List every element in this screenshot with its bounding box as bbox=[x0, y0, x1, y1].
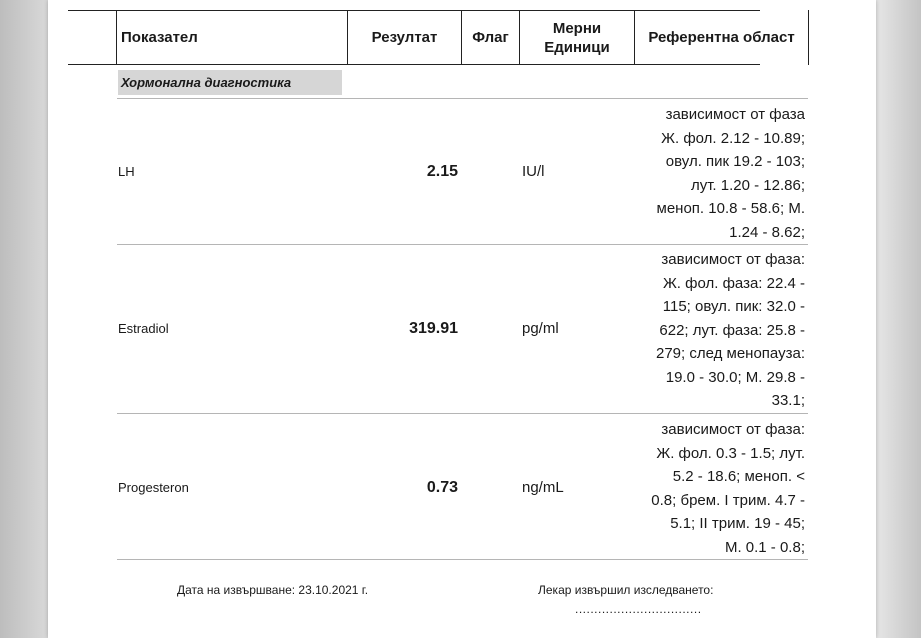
reference-line: лут. 1.20 - 12.86; bbox=[690, 176, 805, 194]
row-progesteron-result: 0.73 bbox=[426, 479, 458, 496]
row-lh-reference bbox=[610, 103, 805, 244]
reference-line: 622; лут. фаза: 25.8 - bbox=[659, 321, 805, 339]
row-lh-result: 2.15 bbox=[426, 163, 458, 180]
row-lh-name: LH bbox=[118, 164, 135, 179]
reference-line: М. 0.1 - 0.8; bbox=[724, 538, 805, 556]
reference-line: Ж. фол. 2.12 - 10.89; bbox=[661, 129, 805, 147]
row-estradiol-unit: pg/ml bbox=[522, 320, 559, 337]
row-divider bbox=[117, 244, 808, 245]
reference-line: 5.2 - 18.6; меноп. < bbox=[672, 468, 805, 485]
reference-line: 279; след менопауза: bbox=[655, 345, 805, 362]
header-indicator: Показател bbox=[121, 29, 198, 46]
reference-line: 115; овул. пик: 32.0 - bbox=[662, 298, 805, 315]
reference-line: 19.0 - 30.0; М. 29.8 - bbox=[665, 368, 805, 386]
row-divider bbox=[117, 559, 808, 560]
execution-date: Дата на извършване: 23.10.2021 г. bbox=[177, 583, 369, 597]
row-progesteron-name: Progesteron bbox=[118, 480, 189, 495]
table-vline bbox=[116, 10, 117, 65]
row-progesteron-unit: ng/mL bbox=[522, 479, 564, 496]
header-reference: Референтна област bbox=[648, 29, 795, 46]
reference-line: Ж. фол. 0.3 - 1.5; лут. bbox=[656, 444, 805, 462]
reference-line: зависимост от фаза: bbox=[661, 421, 805, 438]
reference-line: 5.1; II трим. 19 - 45; bbox=[670, 515, 805, 532]
row-lh-unit: IU/l bbox=[522, 163, 545, 180]
row-divider bbox=[117, 98, 808, 99]
reference-line: 0.8; брем. I трим. 4.7 - bbox=[651, 491, 805, 509]
header-units-line2: Единици bbox=[544, 38, 610, 56]
row-estradiol-reference bbox=[610, 248, 805, 413]
row-divider bbox=[117, 413, 808, 414]
reference-line: Ж. фол. фаза: 22.4 - bbox=[662, 274, 805, 292]
reference-line: зависимост от фаза: bbox=[661, 251, 805, 268]
header-result: Резултат bbox=[371, 29, 438, 46]
background-left bbox=[0, 0, 48, 638]
background-right bbox=[876, 0, 921, 638]
reference-line: 1.24 - 8.62; bbox=[729, 223, 805, 241]
doctor-label: Лекар извършил изследването: bbox=[538, 583, 714, 597]
table-vline bbox=[808, 10, 809, 65]
reference-line: овул. пик 19.2 - 103; bbox=[665, 153, 805, 170]
row-estradiol-name: Estradiol bbox=[118, 321, 169, 336]
header-units bbox=[520, 10, 634, 65]
section-title: Хормонална диагностика bbox=[118, 70, 342, 95]
header-flag: Флаг bbox=[472, 29, 509, 46]
signature-line: ................................. bbox=[575, 602, 702, 616]
reference-line: зависимост от фаза bbox=[665, 106, 805, 123]
row-progesteron-reference bbox=[610, 418, 805, 559]
reference-line: меноп. 10.8 - 58.6; М. bbox=[656, 200, 805, 217]
header-units-line1: Мерни bbox=[552, 19, 602, 37]
row-estradiol-result: 319.91 bbox=[409, 320, 458, 337]
reference-line: 33.1; bbox=[771, 392, 805, 409]
